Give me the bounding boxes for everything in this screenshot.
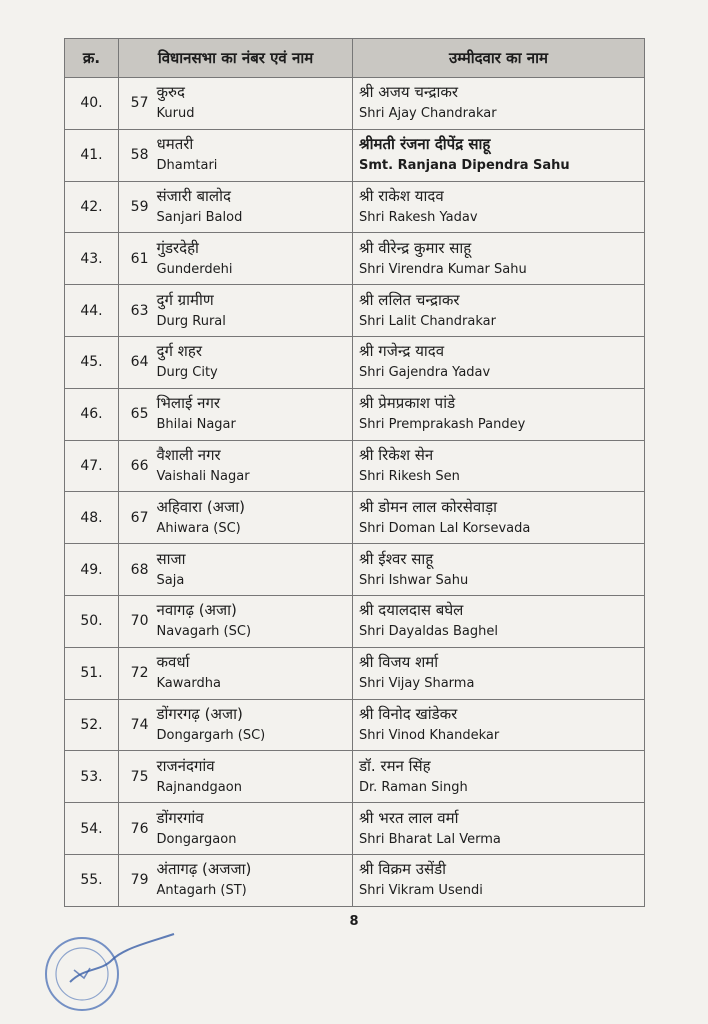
candidate-name	[353, 233, 645, 285]
candidate-name-english: Shri Virendra Kumar Sahu	[359, 261, 527, 277]
table-row	[65, 181, 645, 233]
constituency-name-hindi: दुर्ग शहर	[156, 342, 202, 361]
constituency-name-english: Rajnandgaon	[156, 779, 242, 795]
constituency-name-hindi: धमतरी	[156, 135, 194, 154]
serial-number: 52.	[65, 699, 119, 751]
constituency-number: 63	[119, 285, 153, 337]
candidate-name-english: Dr. Raman Singh	[359, 779, 468, 795]
candidate-name-hindi: श्री ललित चन्द्राकर	[359, 290, 460, 309]
serial-number: 45.	[65, 336, 119, 388]
table-row	[65, 595, 645, 647]
constituency-name-hindi: अहिवारा (अजा)	[156, 497, 246, 516]
candidate-name-hindi: श्री वीरेन्द्र कुमार साहू	[359, 238, 472, 257]
constituency-name-english: Antagarh (ST)	[156, 883, 247, 899]
table-row	[65, 492, 645, 544]
constituency-number: 74	[119, 699, 153, 751]
constituency-name-hindi: डोंगरगांव	[156, 808, 204, 827]
constituency-name	[153, 803, 353, 855]
serial-number: 54.	[65, 803, 119, 855]
constituency-name	[153, 78, 353, 130]
constituency-name-english: Dhamtari	[156, 158, 218, 174]
candidate-name-english: Shri Rakesh Yadav	[359, 209, 478, 225]
constituency-name-english: Durg City	[156, 365, 218, 381]
constituency-name-hindi: अंतागढ़ (अजजा)	[156, 860, 252, 879]
candidate-name	[353, 285, 645, 337]
table-row	[65, 803, 645, 855]
candidate-name-english: Shri Gajendra Yadav	[359, 365, 491, 381]
candidate-name	[353, 129, 645, 181]
constituency-name	[153, 440, 353, 492]
serial-number: 44.	[65, 285, 119, 337]
constituency-name	[153, 492, 353, 544]
serial-number: 51.	[65, 647, 119, 699]
constituency-number: 61	[119, 233, 153, 285]
candidate-name	[353, 751, 645, 803]
constituency-number: 79	[119, 854, 153, 906]
page-number: 8	[349, 914, 359, 929]
constituency-name-hindi: दुर्ग ग्रामीण	[156, 290, 214, 309]
candidate-name	[353, 78, 645, 130]
header-serial: क्र.	[65, 39, 119, 78]
constituency-number: 57	[119, 78, 153, 130]
candidate-name-english: Shri Vijay Sharma	[359, 676, 475, 692]
candidate-name-hindi: श्री गजेन्द्र यादव	[359, 342, 445, 361]
constituency-name-hindi: कवर्धा	[156, 653, 190, 672]
candidate-name-english: Shri Lalit Chandrakar	[359, 313, 496, 329]
table-row	[65, 440, 645, 492]
candidate-name-hindi: श्री अजय चन्द्राकर	[359, 83, 458, 102]
constituency-number: 65	[119, 388, 153, 440]
candidate-name	[353, 336, 645, 388]
constituency-number: 75	[119, 751, 153, 803]
table-row	[65, 751, 645, 803]
constituency-number: 68	[119, 544, 153, 596]
candidate-name-english: Shri Dayaldas Baghel	[359, 624, 498, 640]
candidate-name-english: Shri Doman Lal Korsevada	[359, 520, 531, 536]
candidate-name	[353, 647, 645, 699]
candidate-name-english: Shri Vinod Khandekar	[359, 727, 500, 743]
serial-number: 53.	[65, 751, 119, 803]
candidate-table	[64, 38, 645, 907]
candidate-name-english: Shri Rikesh Sen	[359, 468, 460, 484]
candidate-name-hindi: श्री प्रेमप्रकाश पांडे	[359, 394, 456, 413]
candidate-name-hindi: श्री रिकेश सेन	[359, 445, 434, 464]
serial-number: 43.	[65, 233, 119, 285]
constituency-name	[153, 336, 353, 388]
serial-number: 41.	[65, 129, 119, 181]
candidate-list	[64, 38, 644, 907]
constituency-name-english: Kawardha	[156, 676, 221, 692]
candidate-name-english: Shri Premprakash Pandey	[359, 417, 526, 433]
constituency-name	[153, 647, 353, 699]
serial-number: 47.	[65, 440, 119, 492]
serial-number: 40.	[65, 78, 119, 130]
serial-number: 55.	[65, 854, 119, 906]
candidate-name-english: Shri Ajay Chandrakar	[359, 106, 497, 122]
header-constituency: विधानसभा का नंबर एवं नाम	[119, 39, 353, 78]
constituency-name-english: Kurud	[156, 106, 195, 122]
table-row	[65, 544, 645, 596]
candidate-name-english: Smt. Ranjana Dipendra Sahu	[359, 158, 570, 174]
constituency-number: 64	[119, 336, 153, 388]
constituency-name-english: Sanjari Balod	[156, 209, 243, 225]
constituency-name-english: Vaishali Nagar	[156, 468, 250, 484]
constituency-name-hindi: कुरुद	[156, 83, 185, 102]
serial-number: 46.	[65, 388, 119, 440]
table-row	[65, 336, 645, 388]
candidate-name-hindi: श्री भरत लाल वर्मा	[359, 808, 459, 827]
table-row	[65, 129, 645, 181]
candidate-name-hindi: श्री राकेश यादव	[359, 186, 444, 205]
table-row	[65, 285, 645, 337]
candidate-name-hindi: डॉ. रमन सिंह	[359, 756, 431, 775]
constituency-name-hindi: वैशाली नगर	[156, 445, 221, 464]
constituency-name-english: Navagarh (SC)	[156, 624, 252, 640]
constituency-name-english: Durg Rural	[156, 313, 226, 329]
constituency-name	[153, 233, 353, 285]
constituency-number: 58	[119, 129, 153, 181]
table-row	[65, 647, 645, 699]
constituency-name-english: Bhilai Nagar	[156, 417, 236, 433]
candidate-name	[353, 854, 645, 906]
constituency-name-hindi: संजारी बालोद	[156, 186, 231, 205]
constituency-name-english: Dongargaon	[156, 831, 237, 847]
constituency-number: 70	[119, 595, 153, 647]
constituency-name	[153, 854, 353, 906]
constituency-name	[153, 595, 353, 647]
constituency-name-hindi: गुंडरदेही	[156, 238, 199, 257]
candidate-name-english: Shri Ishwar Sahu	[359, 572, 469, 588]
serial-number: 48.	[65, 492, 119, 544]
serial-number: 42.	[65, 181, 119, 233]
constituency-number: 67	[119, 492, 153, 544]
candidate-name	[353, 440, 645, 492]
constituency-name	[153, 285, 353, 337]
table-row	[65, 699, 645, 751]
candidate-name-english: Shri Bharat Lal Verma	[359, 831, 501, 847]
header-candidate: उम्मीदवार का नाम	[353, 39, 645, 78]
constituency-number: 66	[119, 440, 153, 492]
candidate-name	[353, 181, 645, 233]
serial-number: 50.	[65, 595, 119, 647]
table-row	[65, 388, 645, 440]
constituency-name	[153, 129, 353, 181]
candidate-name	[353, 544, 645, 596]
constituency-name	[153, 544, 353, 596]
constituency-name	[153, 699, 353, 751]
constituency-number: 72	[119, 647, 153, 699]
candidate-name-hindi: श्री विक्रम उसेंडी	[359, 860, 447, 879]
candidate-name-hindi: श्री विजय शर्मा	[359, 653, 439, 672]
constituency-name-hindi: भिलाई नगर	[156, 394, 221, 413]
constituency-name-english: Saja	[156, 572, 185, 588]
table-row	[65, 233, 645, 285]
candidate-name-hindi: श्री दयालदास बघेल	[359, 601, 464, 620]
constituency-name-hindi: डोंगरगढ़ (अजा)	[156, 704, 243, 723]
constituency-number: 59	[119, 181, 153, 233]
constituency-name-hindi: नवागढ़ (अजा)	[156, 601, 237, 620]
constituency-name-hindi: साजा	[156, 549, 186, 568]
candidate-name-hindi: श्रीमती रंजना दीपेंद्र साहू	[359, 135, 491, 154]
table-row	[65, 78, 645, 130]
constituency-name-english: Ahiwara (SC)	[156, 520, 241, 536]
candidate-name-hindi: श्री डोमन लाल कोरसेवाड़ा	[359, 497, 498, 516]
candidate-name	[353, 492, 645, 544]
candidate-name-hindi: श्री विनोद खांडेकर	[359, 704, 458, 723]
constituency-name	[153, 388, 353, 440]
candidate-name	[353, 803, 645, 855]
candidate-name	[353, 699, 645, 751]
constituency-name-english: Gunderdehi	[156, 261, 233, 277]
constituency-name-hindi: राजनंदगांव	[156, 756, 215, 775]
candidate-name-english: Shri Vikram Usendi	[359, 883, 483, 899]
candidate-name	[353, 595, 645, 647]
candidate-name	[353, 388, 645, 440]
table-header-row	[65, 39, 645, 78]
constituency-name	[153, 181, 353, 233]
serial-number: 49.	[65, 544, 119, 596]
table-row	[65, 854, 645, 906]
office-seal-stamp-icon	[40, 912, 180, 1022]
constituency-name	[153, 751, 353, 803]
candidate-name-hindi: श्री ईश्वर साहू	[359, 549, 434, 568]
constituency-number: 76	[119, 803, 153, 855]
constituency-name-english: Dongargarh (SC)	[156, 727, 266, 743]
